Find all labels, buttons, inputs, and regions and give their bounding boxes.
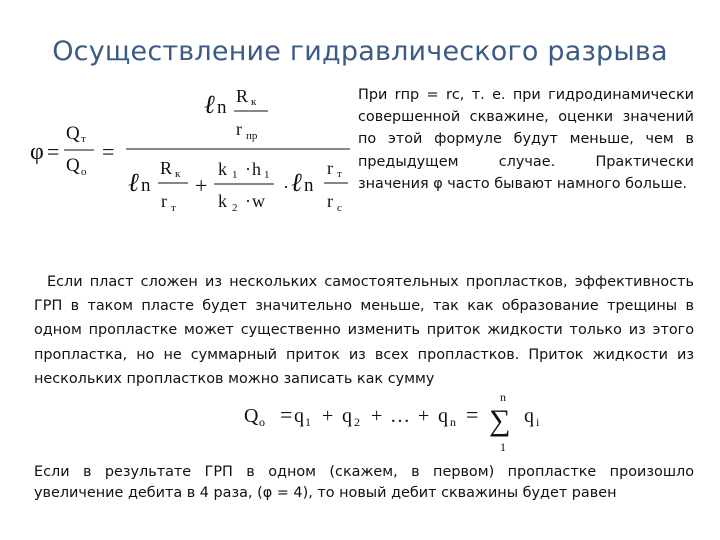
equals-sign-4: =: [466, 402, 479, 427]
ln-script-l-1: ℓ: [128, 168, 139, 197]
dot-1: ·: [245, 159, 251, 179]
plus-sign-3: +: [371, 405, 383, 427]
equals-sign-2: =: [102, 139, 115, 164]
efficiency-formula: [30, 86, 350, 214]
k2-sub: 2: [232, 202, 238, 214]
h1: h: [252, 159, 261, 179]
q-o-denominator: Q: [66, 155, 80, 176]
r-t-den: r: [161, 191, 167, 211]
plus-sign-2: +: [322, 405, 334, 427]
plus-sign-4: +: [418, 405, 430, 427]
ln-script-l-top: ℓ: [204, 90, 215, 119]
sigma-symbol: ∑: [489, 404, 511, 437]
r-t-sub-ln2: т: [337, 168, 342, 180]
total-flow-formula: [244, 390, 540, 454]
q-total-sub: о: [259, 415, 265, 429]
q-o-subscript: о: [81, 166, 87, 178]
sigma-lower-limit: 1: [500, 440, 506, 454]
r-pr-sub-top: пр: [246, 130, 258, 142]
equals-sign-3: =: [280, 402, 293, 427]
slide-title: Осуществление гидравлического разрыва: [52, 36, 668, 67]
r-k-sub-den: к: [175, 168, 181, 180]
sigma-upper-limit: n: [500, 390, 506, 404]
q-total: Q: [244, 405, 259, 427]
r-k-den: R: [160, 158, 173, 178]
equals-sign-1: =: [47, 139, 60, 164]
r-k-top: R: [236, 86, 249, 106]
dot-2: ·: [245, 191, 251, 211]
qn-sub: n: [450, 415, 456, 429]
r-c-ln2: r: [327, 191, 333, 211]
r-c-sub-ln2: с: [337, 202, 342, 214]
h1-sub: 1: [264, 169, 270, 181]
dot-3: ·: [283, 177, 289, 197]
paragraph-result: Если в результате ГРП в одном (скажем, в первом) пропластке произошло увеличение дебита в 4 раза, (φ = 4), то новый дебит скважины будет равен: [34, 464, 694, 501]
w: w: [252, 191, 265, 211]
k2: k: [218, 191, 227, 211]
q2: q: [342, 405, 352, 427]
ln-script-l-2: ℓ: [291, 168, 302, 197]
ln-n-2: n: [304, 175, 314, 196]
plus-sign-1: +: [195, 173, 208, 198]
k1-sub: 1: [232, 169, 238, 181]
ln-n-top: n: [217, 97, 227, 118]
r-t-ln2: r: [327, 158, 333, 178]
qi-sub: i: [536, 415, 540, 429]
r-k-sub-top: к: [251, 96, 257, 108]
q1: q: [294, 405, 304, 427]
q1-sub: 1: [305, 415, 311, 429]
ellipsis: …: [390, 405, 410, 427]
paragraph-multiple-layers: Если пласт сложен из нескольких самостоятельных пропластков, эффективность ГРП в таком пласте будет значительно меньше, так как образование трещины в одном пропластке может существенно изменить приток жидкости только из этого пропластка, но не суммарный приток из всех пропластков. Приток жидкости из нескольких пропластков можно записать как сумму: [34, 274, 694, 387]
phi-symbol: φ: [30, 139, 44, 165]
qi: q: [524, 405, 534, 427]
r-pr-top: r: [236, 119, 242, 139]
side-explanation-text: При rпр = rс, т. е. при гидродинамически совершенной скважине, оценки значений по этой формуле будут меньше, чем в предыдущем случае. Практически значения φ часто бывают намного больше.: [358, 87, 694, 192]
q-t-numerator: Q: [66, 123, 80, 144]
r-t-sub-den: т: [171, 202, 176, 214]
q2-sub: 2: [354, 415, 360, 429]
k1: k: [218, 159, 227, 179]
q-t-subscript: т: [81, 133, 86, 145]
qn: q: [438, 405, 448, 427]
ln-n-1: n: [141, 175, 151, 196]
